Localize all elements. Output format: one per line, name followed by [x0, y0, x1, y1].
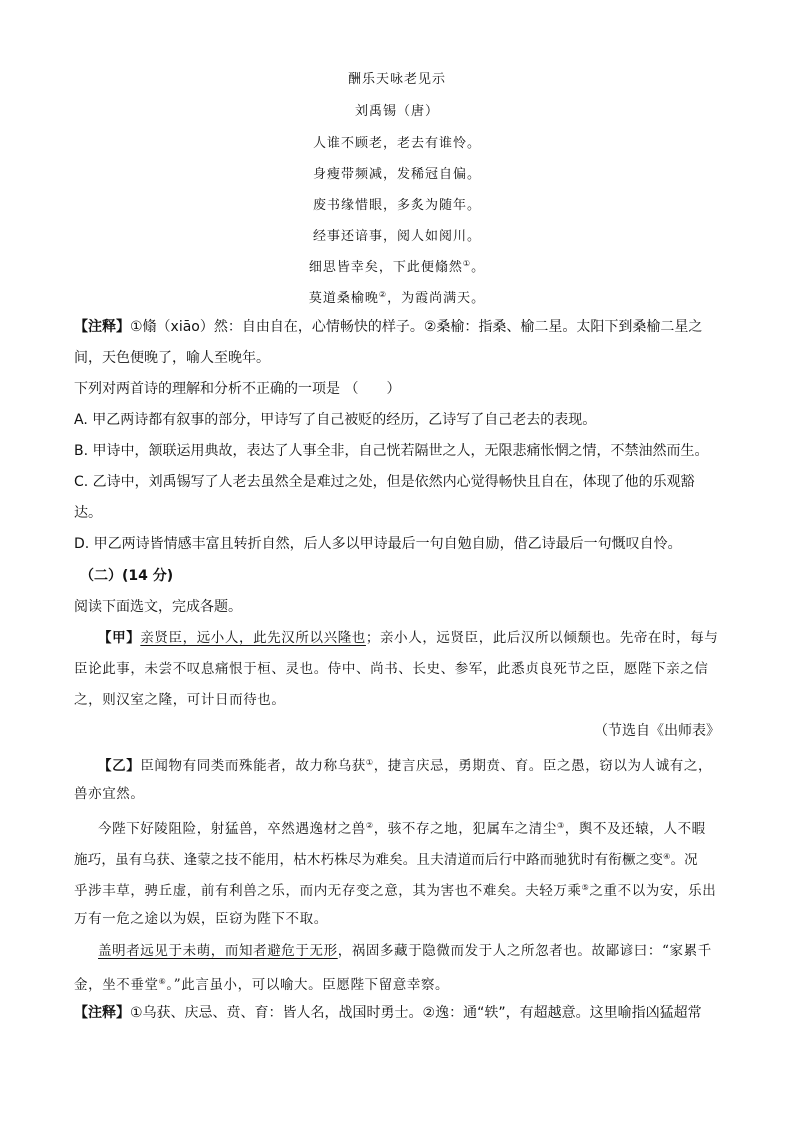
footnote-mark: ④ — [663, 852, 671, 861]
poem-line-1: 人谁不顾老，老去有谁怜。 — [312, 136, 481, 151]
notes-label: 【注释】 — [74, 319, 130, 335]
footnote-mark: ② — [378, 290, 388, 299]
yi-p1-line-2: 兽亦宜然。 — [74, 786, 145, 802]
yi-p3-line-2: 金，坐不垂堂⑥。”此言虽小，可以喻大。臣愿陛下留意幸察。 — [74, 977, 450, 993]
jia-label: 【甲】 — [98, 630, 141, 646]
yi-p2-line-2: 施巧，虽有乌获、逢蒙之技不能用，枯木朽株尽为难矣。且夫清道而后行中路而驰犹时有衔橛之变④。况 — [74, 852, 698, 868]
jia-line-2: 臣论此事，未尝不叹息痛恨于桓、灵也。侍中、尚书、长史、参军，此悉贞良死节之臣，愿陛下亲之信 — [74, 661, 709, 677]
notes-1-line-2: 间，天色便晚了，喻人至晚年。 — [74, 350, 270, 366]
yi-p2-line-1: 今陛下好陵阻险，射猛兽，卒然遇逸材之兽②，骇不存之地，犯属车之清尘③，舆不及还辕，人不暇 — [98, 821, 706, 837]
section-heading: （二）(14 分) — [80, 568, 174, 584]
notes-1-line-1: 【注释】①翛（xiāo）然：自由自在，心情畅快的样子。②桑榆：指桑、榆二星。太阳下到桑榆二星之 — [74, 319, 703, 335]
footnote-mark: ① — [462, 259, 472, 268]
notes-label: 【注释】 — [74, 1005, 130, 1021]
poem-line-4: 经事还谙事，阅人如阅川。 — [312, 229, 481, 244]
option-c-line-2: 达。 — [74, 505, 102, 521]
yi-label: 【乙】 — [98, 758, 141, 774]
poem-line-5: 细思皆幸矣，下此便翛然①。 — [308, 259, 486, 275]
option-a: A. 甲乙两诗都有叙事的部分，甲诗写了自己被贬的经历，乙诗写了自己老去的表现。 — [74, 412, 597, 428]
yi-p2-line-3: 乎涉丰草，骋丘虚，前有利兽之乐，而内无存变之意，其为害也不难矣。夫轻万乘⑤之重不以为安，乐出 — [74, 883, 717, 899]
section-instruction: 阅读下面选文，完成各题。 — [74, 599, 242, 615]
poem-author: 刘禹锡（唐） — [354, 104, 439, 119]
poem-line-2: 身瘦带频减，发稀冠自偏。 — [312, 167, 481, 182]
footnote-mark: ① — [365, 758, 374, 767]
yi-p3-line-1: 盖明者远见于未萌，而知者避危于无形，祸固多藏于隐微而发于人之所忽者也。故鄙谚曰：“家累千 — [98, 943, 712, 959]
footnote-mark: ② — [365, 821, 374, 830]
option-c-line-1: C. 乙诗中，刘禹锡写了人老去虽然全是难过之处，但是依然内心觉得畅快且自在，体现了他的乐观豁 — [74, 474, 695, 490]
jia-line-3: 之，则汉室之隆，可计日而待也。 — [74, 692, 286, 708]
question-stem: 下列对两首诗的理解和分析不正确的一项是 （ ） — [74, 381, 401, 397]
footnote-mark: ③ — [557, 821, 565, 830]
jia-line-1: 【甲】亲贤臣，远小人，此先汉所以兴隆也；亲小人，远贤臣，此后汉所以倾颓也。先帝在时，每与 — [98, 630, 719, 646]
poem-title: 酬乐天咏老见示 — [347, 72, 446, 87]
poem-line-6: 莫道桑榆晚②，为霞尚满天。 — [308, 290, 486, 306]
footnote-mark: ⑤ — [581, 883, 590, 892]
yi-p2-line-4: 万有一危之途以为娱，臣窃为陛下不取。 — [74, 911, 328, 927]
yi-p1-line-1: 【乙】臣闻物有同类而殊能者，故力称乌获①，捷言庆忌，勇期贲、育。臣之愚，窃以为人诚有之， — [98, 758, 713, 774]
option-b: B. 甲诗中，颔联运用典故，表达了人事全非，自己恍若隔世之人，无限悲痛怅惘之情，不禁油然而生。 — [74, 443, 709, 459]
jia-source: （节选自《出师表》 — [594, 723, 720, 739]
option-d: D. 甲乙两诗皆情感丰富且转折自然，后人多以甲诗最后一句自勉自励，借乙诗最后一句慨叹自怜。 — [74, 536, 682, 552]
jia-underlined-sentence: 亲贤臣，远小人，此先汉所以兴隆也 — [140, 630, 366, 646]
footnote-mark: ⑥ — [158, 977, 167, 986]
yi-underlined-sentence: 盖明者远见于未萌，而知者避危于无形 — [98, 943, 338, 959]
poem-line-3: 废书缘惜眼，多炙为随年。 — [312, 198, 481, 213]
notes-2-line-1: 【注释】①乌获、庆忌、贲、育：皆人名，战国时勇士。②逸：通“轶”，有超越意。这里喻指凶猛超常 — [74, 1005, 702, 1021]
